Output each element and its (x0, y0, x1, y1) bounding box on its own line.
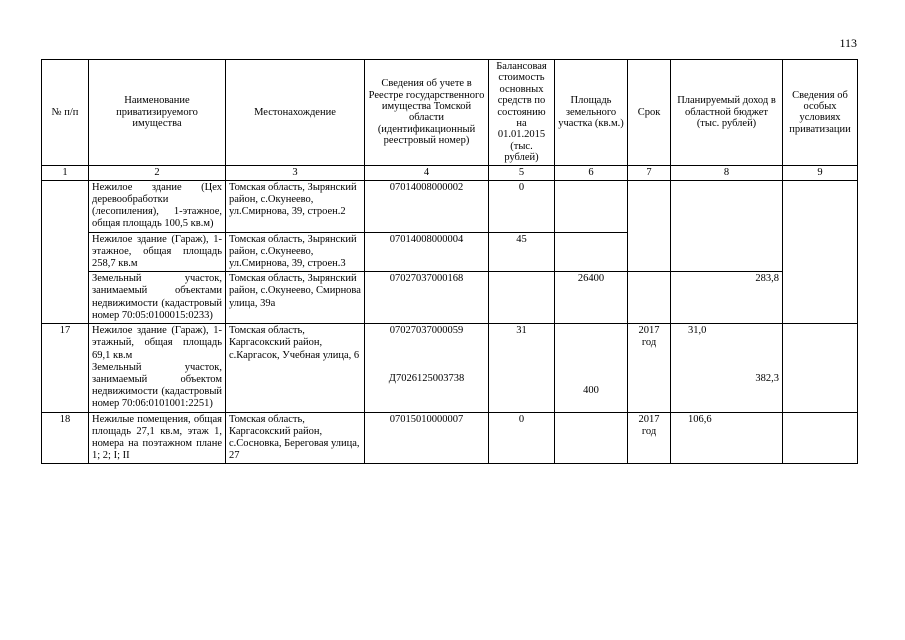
column-number: 1 (42, 165, 89, 180)
row-number: 17 (42, 324, 89, 412)
term-value (628, 180, 671, 271)
column-number: 9 (783, 165, 858, 180)
area-value (555, 232, 628, 272)
area-value (555, 324, 628, 412)
header-area: Площадь земельного участка (кв.м.) (555, 60, 628, 166)
term-value (628, 272, 671, 324)
column-number: 4 (365, 165, 489, 180)
column-number: 7 (628, 165, 671, 180)
property-location: Томская область, Каргасокский район, с.Сосновка, Береговая улица, 27 (226, 412, 365, 464)
income-value-text: 106,6 (688, 413, 712, 425)
income-value-land: 382,3 (755, 373, 779, 385)
registry-number: 07015010000007 (365, 412, 489, 464)
table-row (42, 412, 858, 464)
property-name: Нежилое здание (Цех деревообработки (лесопиления), 1-этажное, общая площадь 100,5 кв.м) (89, 180, 226, 232)
property-name-building: Нежилое здание (Гараж), 1-этажный, общая площадь 69,1 кв.м (92, 325, 222, 361)
property-name: Нежилое здание (Гараж), 1-этажное, общая площадь 258,7 кв.м (89, 232, 226, 272)
table-row (42, 180, 858, 232)
income-value (671, 180, 783, 271)
registry-number (365, 324, 489, 412)
income-value (671, 412, 783, 464)
column-number: 2 (89, 165, 226, 180)
balance-value (489, 272, 555, 324)
property-location: Томская область, Каргасокский район, с.Каргасок, Учебная улица, 6 (226, 324, 365, 412)
header-conditions: Сведения об особых условиях приватизации (783, 60, 858, 166)
special-conditions (783, 180, 858, 323)
area-value-land: 400 (583, 385, 599, 397)
property-name: Нежилые помещения, общая площадь 27,1 кв.м, этаж 1, номера на поэтажном плане 1; 2; I; II (89, 412, 226, 464)
header-location: Местонахождение (226, 60, 365, 166)
area-value (555, 180, 628, 232)
special-conditions (783, 324, 858, 412)
area-value: 26400 (555, 272, 628, 324)
column-number: 8 (671, 165, 783, 180)
property-location: Томская область, Зырянский район, с.Окунеево, Смирнова улица, 39а (226, 272, 365, 324)
header-row (42, 60, 858, 166)
property-name-land: Земельный участок, занимаемый объектом недвижимости (кадастровый номер 70:06:0101001:2251) (92, 361, 222, 410)
balance-value: 0 (489, 180, 555, 232)
registry-number-building: 07027037000059 (389, 325, 464, 337)
row-number-cell (42, 180, 89, 323)
header-name: Наименование приватизируемого имущества (89, 60, 226, 166)
balance-value: 0 (489, 412, 555, 464)
registry-number: 07014008000002 (365, 180, 489, 232)
column-number: 5 (489, 165, 555, 180)
area-value (555, 412, 628, 464)
header-balance: Балансовая стоимость основных средств по состоянию на 01.01.2015 (тыс. рублей) (489, 60, 555, 166)
header-registry: Сведения об учете в Реестре государственного имущества Томской области (идентификационный реестровый номер) (365, 60, 489, 166)
property-location: Томская область, Зырянский район, с.Окунеево, ул.Смирнова, 39, строен.3 (226, 232, 365, 272)
page-number: 113 (839, 36, 857, 50)
term-value: 2017 год (628, 412, 671, 464)
property-location: Томская область, Зырянский район, с.Окунеево, ул.Смирнова, 39, строен.2 (226, 180, 365, 232)
column-number-row (42, 165, 858, 180)
income-value-building: 31,0 (688, 325, 707, 337)
property-name (89, 324, 226, 412)
row-number: 18 (42, 412, 89, 464)
term-value: 2017 год (628, 324, 671, 412)
balance-value: 45 (489, 232, 555, 272)
registry-number: 07014008000004 (365, 232, 489, 272)
income-value: 283,8 (671, 272, 783, 324)
registry-number: 07027037000168 (365, 272, 489, 324)
privatization-table (41, 59, 858, 464)
income-value (671, 324, 783, 412)
header-term: Срок (628, 60, 671, 166)
column-number: 3 (226, 165, 365, 180)
column-number: 6 (555, 165, 628, 180)
property-name: Земельный участок, занимаемый объектами недвижимости (кадастровый номер 70:05:0100015:0233) (89, 272, 226, 324)
balance-value: 31 (489, 324, 555, 412)
special-conditions (783, 412, 858, 464)
table-row (42, 272, 858, 324)
registry-number-land: Д7026125003738 (388, 373, 465, 385)
table-row (42, 324, 858, 412)
header-income: Планируемый доход в областной бюджет (тыс. рублей) (671, 60, 783, 166)
header-number: № п/п (42, 60, 89, 166)
